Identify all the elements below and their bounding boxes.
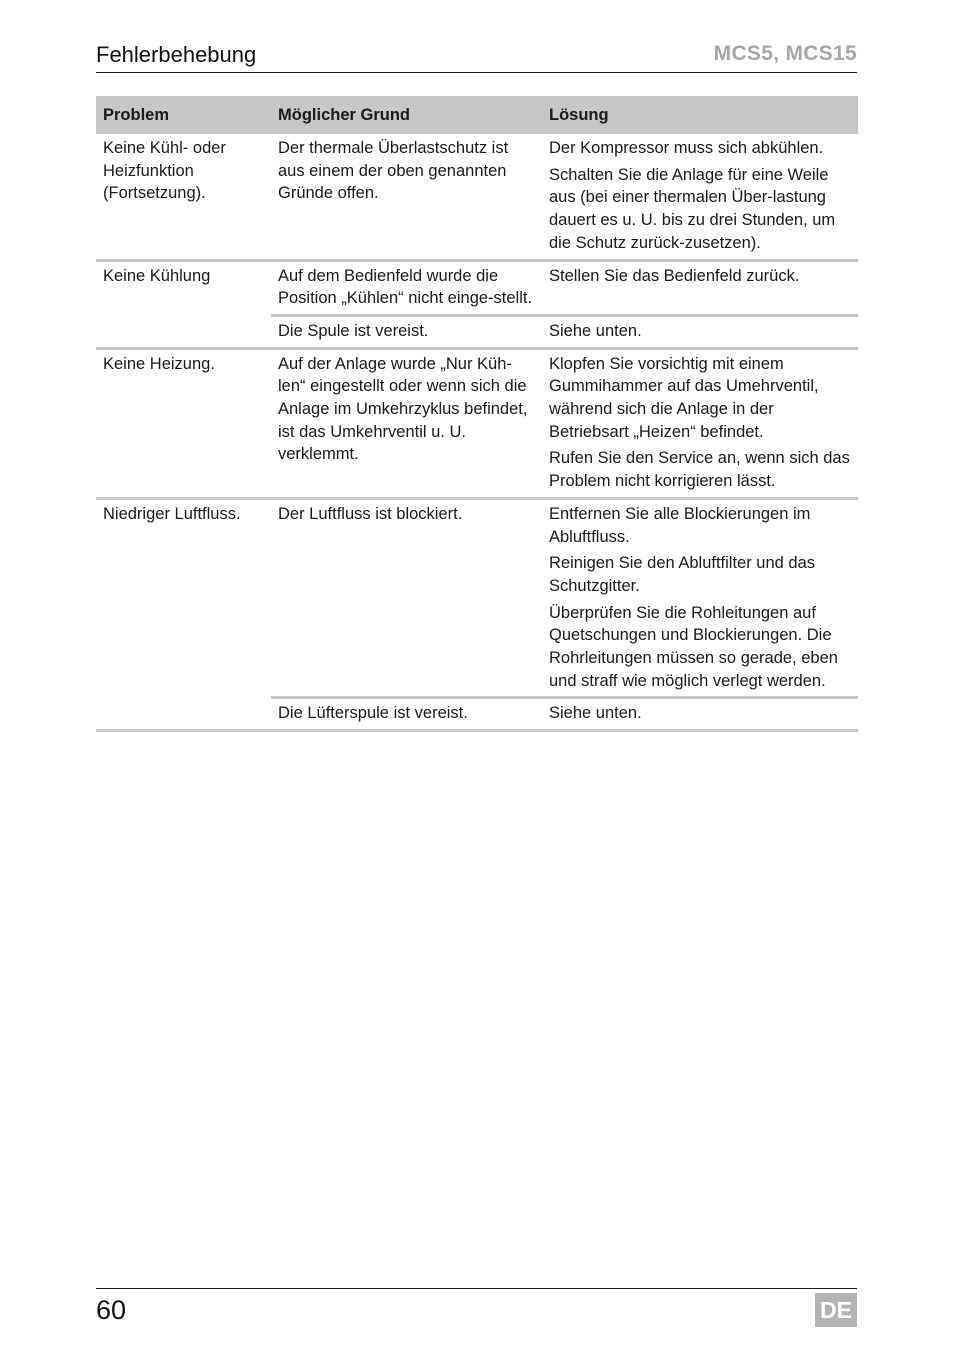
cause-cell: Die Lüfterspule ist vereist. bbox=[271, 698, 542, 731]
solution-text: Rufen Sie den Service an, wenn sich das Problem nicht korrigieren lässt. bbox=[549, 449, 850, 491]
table-row bbox=[96, 260, 858, 315]
language-badge: DE bbox=[815, 1293, 857, 1327]
problem-cell: Keine Kühlung bbox=[96, 260, 271, 348]
solution-cell bbox=[542, 698, 858, 731]
cause-cell: Auf dem Bedienfeld wurde die Position „Kühlen“ nicht einge-stellt. bbox=[271, 260, 542, 315]
cause-cell: Der thermale Überlastschutz ist aus einem der oben genannten Gründe offen. bbox=[271, 134, 542, 260]
solution-cell bbox=[542, 348, 858, 498]
solution-cell bbox=[542, 498, 858, 698]
page-header bbox=[96, 40, 857, 73]
solution-text: Überprüfen Sie die Rohleitungen auf Quetschungen und Blockierungen. Die Rohrleitungen müssen so gerade, eben und straff wie möglich verlegt werden. bbox=[549, 603, 838, 690]
header-solution: Lösung bbox=[542, 96, 858, 134]
solution-cell bbox=[542, 134, 858, 260]
solution-cell bbox=[542, 315, 858, 348]
problem-cell: Keine Heizung. bbox=[96, 348, 271, 498]
cause-cell: Die Spule ist vereist. bbox=[271, 315, 542, 348]
solution-text: Siehe unten. bbox=[549, 704, 642, 723]
problem-cell: Niedriger Luftfluss. bbox=[96, 498, 271, 730]
page-number: 60 bbox=[96, 1295, 127, 1325]
model-label: MCS5, MCS15 bbox=[713, 42, 857, 65]
solution-text: Reinigen Sie den Abluftfilter und das Schutzgitter. bbox=[549, 554, 816, 595]
solution-text: Siehe unten. bbox=[549, 321, 642, 340]
section-title: Fehlerbehebung bbox=[96, 42, 257, 67]
solution-text: Entfernen Sie alle Blockierungen im Abluftfluss. bbox=[549, 504, 811, 546]
table-header-row bbox=[96, 96, 858, 134]
solution-cell bbox=[542, 260, 858, 315]
table-row bbox=[96, 134, 858, 260]
problem-cell: Keine Kühl- oder Heizfunktion (Fortsetzung). bbox=[96, 134, 271, 260]
solution-text: Der Kompressor muss sich abkühlen. bbox=[549, 139, 824, 157]
cause-cell: Der Luftfluss ist blockiert. bbox=[271, 498, 542, 698]
solution-text: Stellen Sie das Bedienfeld zurück. bbox=[549, 266, 800, 285]
solution-text: Klopfen Sie vorsichtig mit einem Gummihammer auf das Umehrventil, während sich die Anlage in der Betriebsart „Heizen“ befindet. bbox=[549, 354, 819, 441]
page-footer bbox=[96, 1288, 857, 1329]
header-problem: Problem bbox=[96, 96, 271, 134]
table-row bbox=[96, 348, 858, 498]
cause-cell: Auf der Anlage wurde „Nur Küh-len“ eingestellt oder wenn sich die Anlage im Umkehrzyklus befindet, ist das Umkehrventil u. U. verklemmt. bbox=[271, 348, 542, 498]
troubleshooting-table bbox=[96, 96, 858, 732]
header-cause: Möglicher Grund bbox=[271, 96, 542, 134]
table-row bbox=[96, 498, 858, 698]
solution-text: Schalten Sie die Anlage für eine Weile aus (bei einer thermalen Über-lastung dauert es u. U. bis zu drei Stunden, um die Schutz zurück-zusetzen). bbox=[549, 165, 836, 252]
